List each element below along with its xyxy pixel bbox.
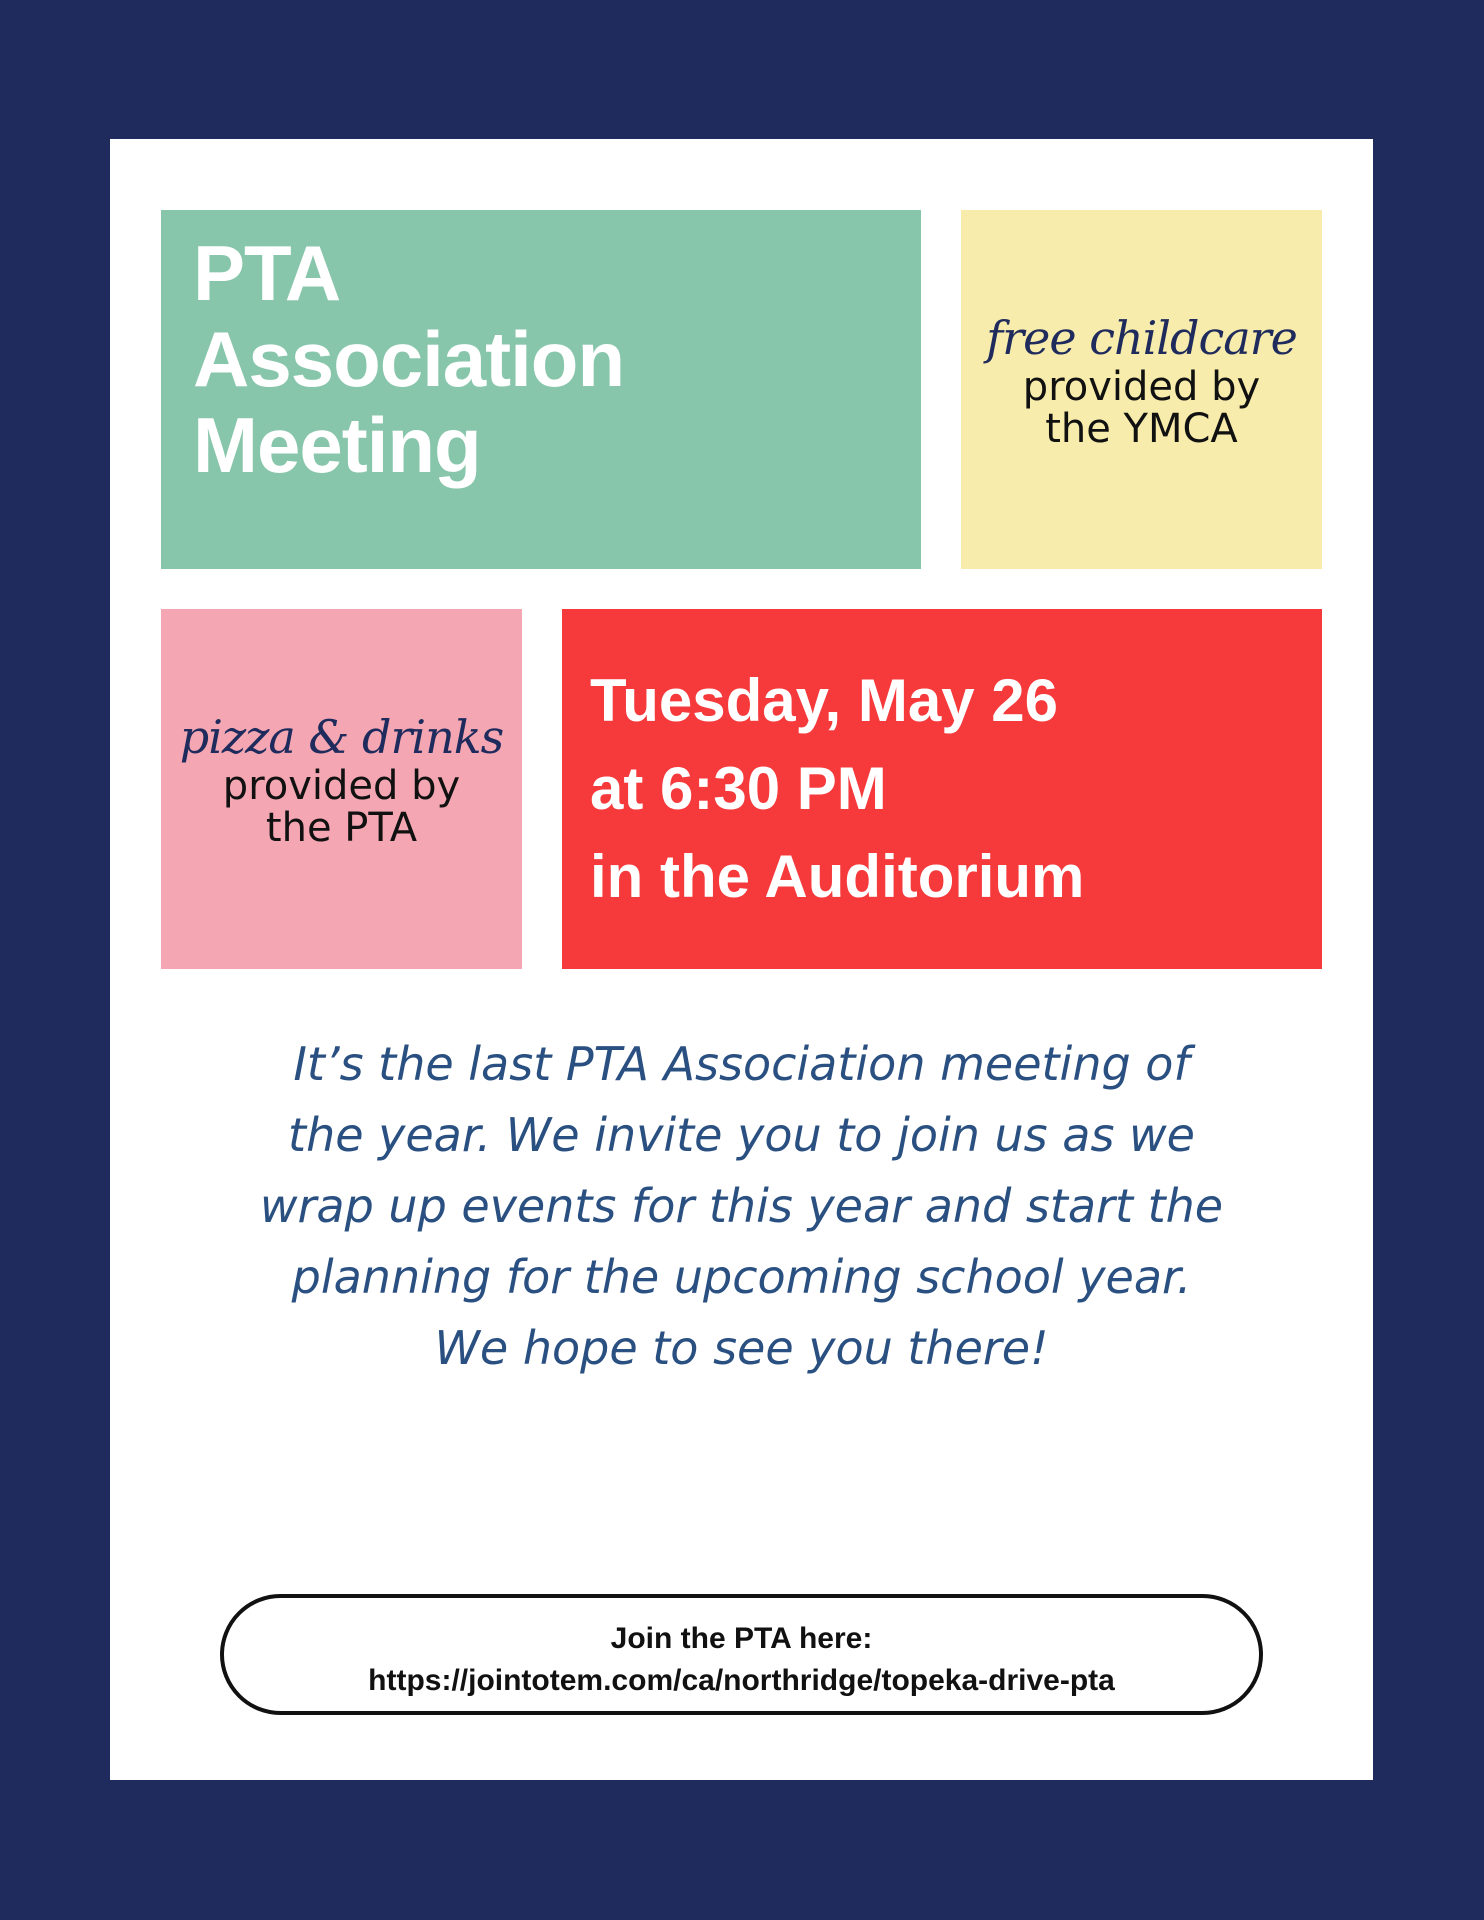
invitation-line: We hope to see you there! [434,1321,1049,1375]
childcare-line: the YMCA [1045,406,1238,452]
title-line: Association [193,315,625,403]
childcare-line: provided by [1022,364,1261,410]
join-url-link[interactable]: https://jointotem.com/ca/northridge/topeka-drive-pta [368,1664,1115,1697]
invitation-line: the year. We invite you to join us as we [288,1108,1195,1162]
event-location: in the Auditorium [590,843,1085,910]
event-time: at 6:30 PM [590,755,887,822]
flyer-card [110,139,1373,1780]
pizza-line: the PTA [265,805,418,851]
invitation-line: It’s the last PTA Association meeting of [293,1037,1190,1091]
childcare-heading: free childcare [986,311,1297,365]
join-link-box[interactable] [220,1594,1263,1715]
title-line: Meeting [193,401,481,489]
invitation-line: wrap up events for this year and start the [259,1179,1224,1233]
childcare-panel [961,210,1322,569]
pizza-panel [161,609,522,969]
title-line: PTA [193,229,341,317]
pizza-line: provided by [222,763,461,809]
event-details-panel [562,609,1322,969]
invitation-line: planning for the upcoming school year. [291,1250,1192,1304]
join-label: Join the PTA here: [610,1622,873,1655]
pizza-heading: pizza & drinks [179,710,504,764]
event-date: Tuesday, May 26 [590,667,1058,734]
title-panel [161,210,921,569]
invitation-text [210,1029,1273,1384]
